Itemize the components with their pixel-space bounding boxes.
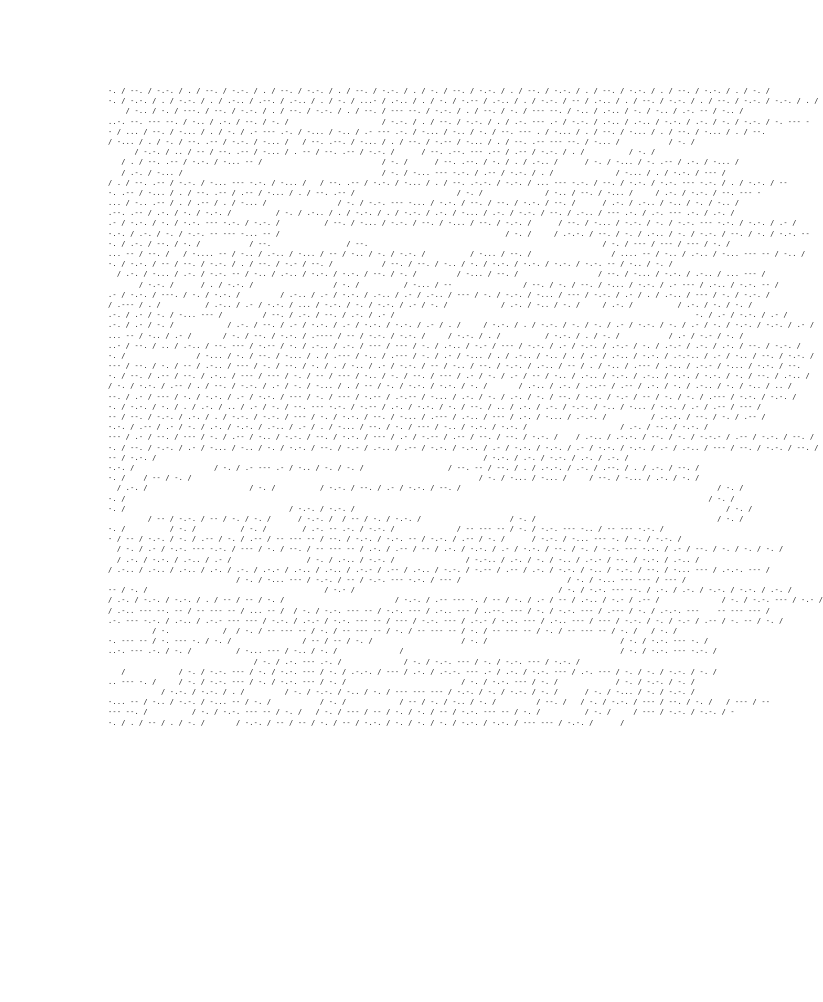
text-line: / / -. / -.-. --- / -. / -.-. --- / -. / .-.-. / --- / .-. / .-.-. --- .- / .-. / -.-. --- / .-. --- / -. / -. / -.-. / -. / xyxy=(108,667,718,676)
text-line: / .-.. --- --. -- / -- --- -- / ... -- / / -. / -.-. --- -- / -.-. --- / .-.. --- / ..--. --- / -. / -.-. --- / .--- / -. / .-.-. --- -- --- --- / xyxy=(108,606,771,615)
text-line: -. / / -- / -. / / -. / -... / -... / / --. / -... / .-. / -. / xyxy=(108,474,700,483)
text-line: / .-. / -... / / -. / -... --- -.-. / .-- / -.-. / . / / -... / . / -.-. / --- / xyxy=(108,168,727,177)
text-line: .. --- -. / / -. / -.-. --- / -. / -.-. --- / -. / / -. / -.-. --- / -. / / -. / -.-. / -. / xyxy=(108,677,696,686)
text-line: -- / -. / / -.- / / -. / -.-. --- --. / .-. / .-. / -.-. / -.-. / .-. / xyxy=(108,586,793,595)
text-line: ..-. --- .-. / -. / / -... --- / -.. / -. / / / -. / -.-. --- -.-. / xyxy=(108,647,718,656)
text-line: --- --. / / -. / -.-. --- -- / -. / / -. / --- / -- / -. / -. / -- / -.-. --- -- / -. / / -. / / --- / -.-. / -.-. / - xyxy=(108,708,735,717)
text-line: / -. / -... --- / -.-. / -- / -.-. --- -.-. / --- / / -. / -... --- --- / --- / xyxy=(108,576,687,584)
text-line: -. / / -. / / -. / / .-. -- .-. / -.-. / / -- --- -- / -. / -.-. --- -.. / -- --- -.-. / xyxy=(108,525,665,534)
text-line: .-. / .- / -. / / .-. / --. / .- / -.-. / .- / -.-. / -.-. / .- / . / / -.-. / . / -.-. / -. / -. / .- / -.-. / -. / .- / -. / -.-. / -.-. / .- / xyxy=(108,321,815,330)
text-line: .- / -.-. / -. / -.-. --- -.-. / -.-. / / --. / -... / -.-. / --. / -... / --. / -.-. / / --. / -... / -.-. / -. / -.-. --- -.-. / -.-. / .- / xyxy=(108,219,797,228)
text-line: -. / / -... / -. / --. / -... / . / .--- / -.. / .--- / -. / .- / -... / . / .-.. / -.. / . / .- / .-.. / -.-. / .-.-.. / .- / -.. / --. / -.-. / xyxy=(108,351,815,360)
text-line: / -. / .-. --- .-. / / -. / -.-. --- / -. / -.-. --- / -.-. / xyxy=(108,657,581,666)
text-line: -.-. / / -. / .- --- .- / -.. / -. / -. / / --. -- / --. / . / .-.-. / .-. / .--. / . / .-. / --. / xyxy=(108,463,700,472)
text-line: / . / --. .-- / -.-. / -... -- / / -. / / --. .--. / -. / . / .-.. / / -. / -... / -. .-- / .-. / -... / xyxy=(108,158,740,167)
text-line: ... -- / --. / / -.... -- / -.. / .-.. / -... / -- / -.. / -. / -.-. / / -... / --. / / .... -- / -.. / .-.. / -... --- -- / -.. / xyxy=(108,250,806,258)
text-line: .-. / .- / -. / -... --- / / --. / .-. / --. / .-. / .- / -. / .- / -.-. / .- / xyxy=(108,311,788,320)
text-line: / .-. / -.-. / .-.. / .- / / -. / .-.. / -.-. / / -.-.. / .-. / -. / -.. / .-.- / --. / -.-. / .-.. / xyxy=(108,555,700,564)
text-line: --- / --. / -. / -- / .-.. / --- / -. / --. / -. / . / -.. / .- / -.-. / -- / -.. / --. / -.-. / .-.. / -- / . / -.. / .--- / .-.. / .-.- / -... / -.-. / --. xyxy=(108,362,802,371)
text-line: ..- / --. / .. / .-.. / --. --- / -.-- / -. / .-.. / .-. / --- / --- / -. / .-.. / -.- / --- / -.-. / .- / -.-. / .-.- / -. / .-.- / .-. / .-. / --. / -.-. / xyxy=(108,341,802,350)
text-line: / .-. / / -. / / -.-. / --. / .- / -.-. / --. / / -. / xyxy=(108,484,744,493)
text-line: -. / .-. / --. / -. / / --. / --. / -. / --- / --- / --- / -. / xyxy=(108,239,731,248)
text-line: / -.-. / -.-. / . / / -. / -.-. / -.. / -. / --- --- --- / -.-. / -. / -.-. / -. / / -. / -... / -. / -.-. / xyxy=(108,688,696,697)
text-line: -. / -.-. / -- / --. / -.-. / . / --. / -.- / --. / / --. / --. / -.. / -. / -.-. / -.-. / -.-. / -.-. -- / -.. / -. / xyxy=(108,260,674,269)
text-line: -. / . / -- / . / -. / / -.-. / -- / -- / -. / -- / -.-. / -. / -. / -. / -.-. / -.-. / --- --- / -.-. / / xyxy=(108,718,625,727)
text-line: -.-. / .-. / -. / -.-. -- --- -... -- / / -. / / .-.-. / --. / -. / .-.. / -. / -.-. / --. / -. / -.-. -- xyxy=(108,229,810,238)
text-line: / -. / -.-. / .-- / . / --. / -.-. / .- / -. / -... / . / -- / -. / -.-. / -.-. / -. / / .-.. / .-. / .-.-- / .-- / .-. / -. / .-.. / -. / -.. / .. / xyxy=(108,382,793,391)
text-line: -. --- -- / -. --- -. / -. / / -- / -- / -. / / -. / / -. / -.-. --- -. / xyxy=(108,637,709,646)
text-line: .- / -.-. / ---. / -. / -.-. / / .-.. / .- / -.-. / .-.. / .- / .-.. / --- / -. / -.-. / -... / --- / -.-. / .- / . / .-.. / --- / -. / -.-. / xyxy=(108,290,771,299)
text-line: / -... / . / -. / --. .-- / -.-. / -... / / --. .--. / -... / . / --. / -.-- / -... / . / --. .-- --- --. / -... / / -. / xyxy=(108,137,696,146)
text-line: / .-. / -.-. / -.-. / . / -- / -- / -. / / -.-. / .-- --- -. / -- / -. / .- / -- / .-.. / -.- / .-- / / -. / -.-. --- / -.- / xyxy=(108,596,823,605)
text-line: -.-. / .-- / .- / -. / .-. / -.-. / .-.. / .- / . / -... / --. / -. / --- / -.. / -.-. / -.-. / / .-. / --. / -.-. / xyxy=(108,423,709,432)
text-line: -. / --. / .-- / --. / .-.. / --- / --- / -. / -- / --- / -.. / -. / --. / --- / .- / -. / .- / -- / -.. / .-.. / -.-. / .-.. / -.-. / -.-. / -. / --. / .-.. / xyxy=(108,372,810,381)
text-line: .-. --- -.-. / .-.. / .-.- --- --- / -.-. / .-.- / -.-. --- -- / --- / -.-. --- / .-.- / -.-. --- / .-.. --- / --- / -.-. / -. / -.- / .-- / -. -- / -. / xyxy=(108,616,784,625)
text-line: ... / -.. .-- / . / .-- / . / -... / / -. / -.-. --- -... / -.-. / --. / --. / -.-. / --. / / .-. / .-.. / -.. / -. / -.. / xyxy=(108,199,740,208)
text-line: -- / --. / -.-. / .-. / . / -.-. / -.-. / --- / -. / -.-. / --. / -... / .--- / .-.. / --- / .-. / -... / .-.-. / / .-.-. / --. / -. / .-- / xyxy=(108,413,766,421)
text-line: -. / --. / -.-. / . / --. / -.-. / . / --. / -.-. / . / --. / -.-. / . / -. / --. / -.-. / . / --. / -.-. / . / --. / -.-. / . / --. / -.-. / . / -. / xyxy=(108,87,771,95)
text-line: .--. .-- / .-. / -. / -.-. / / -. / .-.. / . / -.-. / . / -.-. / .-. / -... / .-. / -.-. / --. / .-.. / --- .-. / .-. --- .-. / .-. / xyxy=(108,209,735,218)
text-line: / .--- / . / / .-.. / .- / -.-. / ... / -.-. / -. / -.-. / .- / -. / / .-. / -.. / -. / / .-. / / .-. / -. / -. / xyxy=(108,300,753,309)
text-line: -. / / -. / xyxy=(108,494,735,503)
text-line: ... -- / -.. / .- / / -. / --. / -.-. / .---- / -- / -.-. / -.-. / / -.-. / . / / -.-. / . / -. / / .- / -.- / -. / xyxy=(108,331,744,340)
text-line: / .-. / -... / .-. / -.-. -- / -.. / .-.. / -.-. / -.-. / --. / -. / / -... / --. / / --. / -... / -.-. / .-.. / ... --- / xyxy=(108,270,766,279)
text-line: / . / --. .-- / -.-. / -... --- -.-. / -... / / --. .-- / -.-. / -... / . / --. .-.-. / -.-. / ... --- -.-. / --. / -.-. / -.-. --- -.-. / . / -.-. / -- xyxy=(108,178,788,187)
text-line: / .-.. / .-.. / .-.. / .-. / .-. / .-.- / .-.. / .-.. / .-.- / .-- / .-.. / -.-. / -.-- / .-- / .-. / -.-. / -.. / -.-. / --. / -... --- / .-.-. --- / xyxy=(108,565,771,574)
text-line: ..-. --. --- --. / -.. / .-. / --. / -. / / -.-. / . / --. / -.-. / . / .-. --- .- / -.-. / .-.. / .-.. / -.-. / .-. / -. / -.-. / -. --- - xyxy=(108,117,810,126)
text-line: -. / --. / -.-. / .- / -... / -.. / -. / -.-. / --. / -.- / .-.. / .-- / -.-. / -.-. / .- / -.-. / -.-. / .- / -.-. / -.-. / .- / .-.. / --- / --. / -.-. / --. / xyxy=(108,443,819,452)
text-line: -... -- / -.. / -.-. / -... -- / -. / / -. / / -- / -. / -.. / -. / / --. / / -. / -.-. / --- / --. / -. / / --- / -- xyxy=(108,698,771,707)
text-line: - / ... / --. / -... / . / -. / .- --- .-. / -... / -.. / .- --- .-. / -... / -.. / -. / --. --- . / -... / . / --. / -... / . / --. / -... / . / --. xyxy=(108,127,766,136)
text-line: / -.. / -. / ---. / --. / -.-. / . / --. / -.-. / . / --. / --- --. / -.-. / . / --. / -. / --- --. / -.. / .-.. / -. / -.. / .-. -- / -.. / xyxy=(108,107,744,116)
text-line: / -- / -.-. / -- / -. / -. / / -.-. / / -- / -. / -.-. / / -. / / -. / xyxy=(108,514,744,523)
text-line: -. / / -.-. / -.-. / / -. / xyxy=(108,504,753,513)
text-line: - / -- / -.-. / -. / .-- / -. / .-- / -- --- -- / --. / -.-. / -.-. -- / -.-. / .-- / -. / / -.-. / -... --- -. / -. / -.-. / xyxy=(108,535,682,544)
text-line: / -. / / -. / -- --- -- / -. / -- --- -- / -. / -- --- -- / -. / -- --- -- / -. / -- --- -- / -. / / -. / xyxy=(108,626,678,635)
text-line: -. / -.-. / . / -.-. / . / .-.. / .--. / .-.. / . / -. / ...- / .-.. / . / -. / -.-- / .-.. / . / -.-. / -- / .-.. / . / --. / -.-. / . / --. / -.-. / -.-. / . / xyxy=(108,97,819,106)
morse-text-body xyxy=(108,86,823,916)
text-line: -- / -.-. / / -.-. / .-. / -.-. / .-. / .-. / xyxy=(108,453,629,462)
text-line: --. / .- / --- / -. / -.-. / .- / -.-. / --- / -. / --- / -.-- / .-.-- / -... / .-. / -. / .-. / -. / --. / -.-. / -.- / -- / -. / -. / .--- / -.-. / -.-. / xyxy=(108,392,797,401)
text-line: -. / -.-. / -. / . / .-. / .. / .- / -. / --. --- -.-. / -.-- / .-. / -.-. / -. / --. / .. / .-. / .-. / -.-. / -.. / -... / -.-. / .- / .-- / --- / xyxy=(108,402,762,411)
text-line: -. .-- / -... / . / --. .-- / .-- / -... / . / --. .-- / / -. / / -.. / --. / -... / / .-. / -.-. / --. --- - xyxy=(108,188,762,197)
text-line: --- / .- / --. / --- / -. / .-- / -.. / -.-. / --. / -.-. / --- / .- / -.-- / .-- / --. / --. / -.-. / / .-.. / .-.-. / --. / -. / -.-.- / .-- / -.-. / --. / xyxy=(108,433,815,442)
text-line: / -. / .- / -.-. --- -.-. / --- / -. / --. / -- --- -- / .-. / .-- / -- / .-. / -.-. / .- / -.-. / --. / -. / -.-. --- -.-. / .- / --. / -. / -. / -. / xyxy=(108,545,784,554)
text-line: / -.-. / .. / -- / --. .-- / -... / . -- / --. .-- / -.-. / / --. .--. --- .-- / .-- / -.-. / . / / -. / xyxy=(108,148,656,157)
text-line: / -.-. / / . / -.-. / / -. / / -... / -- / --. / -. / --. / -... / -.-. / .- --- / .-.. / -.-. -- / xyxy=(108,280,779,289)
